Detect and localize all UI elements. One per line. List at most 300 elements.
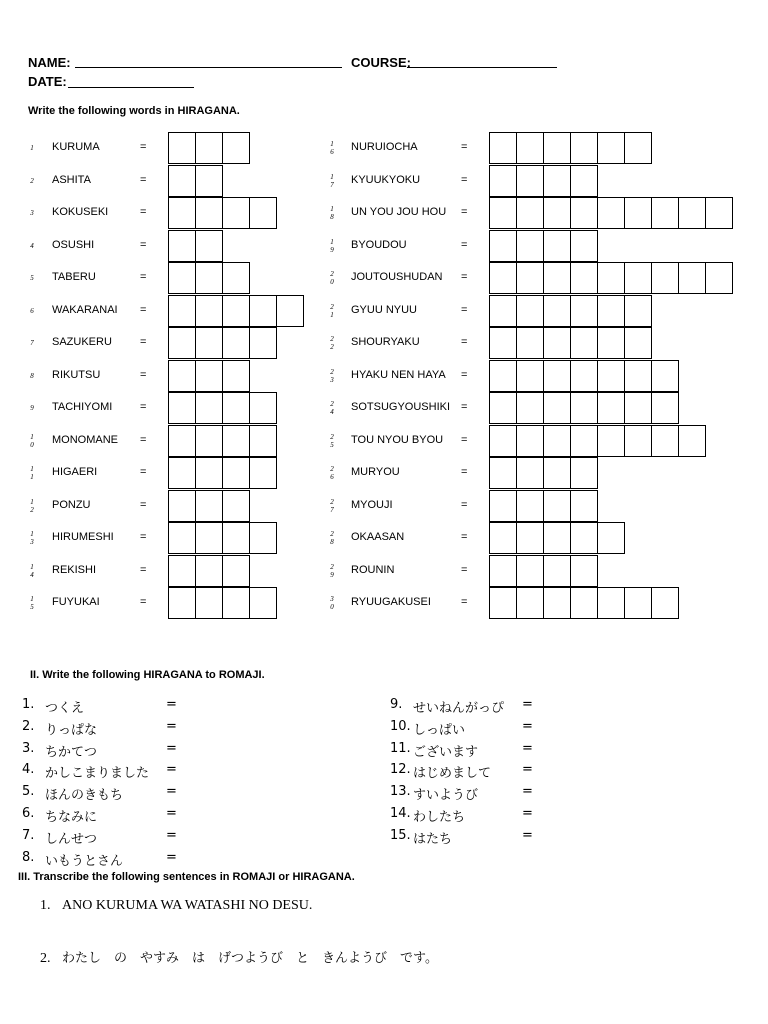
answer-box[interactable] [489, 425, 517, 457]
answer-box[interactable] [624, 392, 652, 424]
equals-sign: = [461, 401, 468, 413]
answer-box[interactable] [516, 197, 544, 229]
item-number-digit: 3 [30, 538, 34, 546]
answer-box[interactable] [516, 490, 544, 522]
item-number [28, 498, 36, 514]
item-number-digit: 1 [30, 473, 34, 481]
answer-box[interactable] [624, 262, 652, 294]
hiragana-word: ちなみに [45, 810, 98, 825]
date-label: DATE: [28, 74, 67, 89]
item-number [28, 274, 36, 282]
equals-sign: = [166, 827, 177, 843]
answer-box[interactable] [222, 197, 250, 229]
equals-sign: = [140, 466, 147, 478]
section2-title: II. Write the following HIRAGANA to ROMAJI. [30, 669, 265, 681]
hiragana-word: りっぱな [45, 722, 98, 738]
answer-box[interactable] [195, 360, 223, 392]
answer-box[interactable] [249, 392, 277, 424]
item-number [328, 368, 336, 384]
romaji-word: SAZUKERU [52, 336, 112, 348]
answer-box[interactable] [570, 132, 598, 164]
answer-grid [168, 197, 277, 229]
item-number-digit: 1 [330, 310, 334, 319]
hiragana-word: はじめまして [413, 766, 492, 782]
item-number-digit: 7 [330, 180, 334, 189]
answer-grid [168, 327, 277, 359]
item-number [328, 563, 336, 579]
item-number [28, 404, 36, 412]
item-number: 7. [22, 827, 35, 843]
romaji-word: TOU NYOU BYOU [351, 433, 444, 446]
answer-box[interactable] [597, 327, 625, 359]
equals-sign: = [140, 238, 147, 251]
answer-box[interactable] [543, 425, 571, 457]
item-number: 5. [22, 784, 35, 800]
item-number-digit: 1 [330, 237, 334, 246]
answer-box[interactable] [597, 360, 625, 392]
item-number-digit: 2 [330, 432, 334, 441]
equals-sign: = [140, 206, 147, 218]
answer-box[interactable] [222, 262, 250, 294]
answer-box[interactable] [597, 587, 625, 619]
item-number [28, 372, 36, 380]
answer-box[interactable] [249, 197, 277, 229]
answer-grid [489, 425, 706, 457]
item-number-digit: 2 [330, 562, 334, 571]
answer-grid [168, 457, 277, 489]
answer-field[interactable] [538, 699, 638, 715]
answer-box[interactable] [651, 392, 679, 424]
item-number [328, 205, 336, 221]
answer-box[interactable] [597, 392, 625, 424]
answer-box[interactable] [249, 295, 277, 327]
equals-sign: = [166, 849, 177, 865]
answer-box[interactable] [195, 425, 223, 457]
answer-box[interactable] [222, 295, 250, 327]
answer-box[interactable] [570, 587, 598, 619]
answer-grid [489, 587, 679, 619]
item-number-digit: 1 [330, 140, 334, 148]
item-number [28, 563, 36, 579]
sentence-2 [40, 947, 438, 967]
answer-box[interactable] [168, 490, 196, 522]
answer-field[interactable] [182, 743, 282, 759]
answer-box[interactable] [570, 425, 598, 457]
answer-box[interactable] [489, 587, 517, 619]
answer-field[interactable] [538, 830, 638, 846]
answer-box[interactable] [543, 230, 571, 262]
romaji-word: KOKUSEKI [52, 206, 109, 218]
answer-grid [168, 555, 250, 587]
answer-field[interactable] [538, 764, 638, 780]
romaji-word: SHOURYAKU [351, 336, 420, 348]
answer-box[interactable] [597, 425, 625, 457]
item-number [28, 209, 36, 217]
romaji-word: ASHITA [52, 173, 91, 186]
item-number-digit: 0 [330, 278, 334, 286]
romaji-word: FUYUKAI [52, 596, 100, 608]
answer-box[interactable] [543, 392, 571, 424]
item-number-digit: 8 [30, 371, 34, 380]
answer-box[interactable] [570, 262, 598, 294]
answer-box[interactable] [516, 587, 544, 619]
answer-box[interactable] [222, 132, 250, 164]
answer-box[interactable] [651, 425, 679, 457]
equals-sign: = [461, 303, 468, 316]
romaji-word: RIKUTSU [52, 368, 101, 381]
item-number: 12. [390, 762, 411, 778]
answer-box[interactable] [249, 425, 277, 457]
answer-box[interactable] [222, 327, 250, 359]
equals-sign: = [166, 784, 177, 800]
name-label: NAME: [28, 55, 71, 70]
answer-box[interactable] [516, 392, 544, 424]
name-blank[interactable] [75, 67, 342, 68]
answer-box[interactable] [678, 425, 706, 457]
item-number-digit: 6 [330, 473, 334, 481]
answer-box[interactable] [597, 295, 625, 327]
answer-box[interactable] [624, 132, 652, 164]
sentence-text: わたし の やすみ は げつようび と きんようび です。 [62, 951, 438, 966]
equals-sign: = [461, 271, 468, 283]
answer-grid [168, 262, 250, 294]
item-number [328, 238, 336, 254]
item-number-digit: 9 [330, 245, 334, 254]
answer-box[interactable] [516, 522, 544, 554]
answer-box[interactable] [489, 230, 517, 262]
item-number [28, 339, 36, 347]
answer-box[interactable] [570, 392, 598, 424]
answer-box[interactable] [570, 360, 598, 392]
answer-field[interactable] [182, 852, 282, 868]
answer-box[interactable] [168, 360, 196, 392]
answer-box[interactable] [516, 457, 544, 489]
equals-sign: = [522, 784, 533, 800]
answer-box[interactable] [489, 457, 517, 489]
item-number-digit: 4 [330, 408, 334, 416]
romaji-word: JOUTOUSHUDAN [351, 271, 443, 283]
item-number [28, 595, 36, 611]
answer-box[interactable] [705, 262, 733, 294]
answer-box[interactable] [195, 457, 223, 489]
answer-box[interactable] [195, 587, 223, 619]
equals-sign: = [140, 596, 147, 608]
answer-box[interactable] [489, 360, 517, 392]
answer-box[interactable] [168, 522, 196, 554]
answer-box[interactable] [705, 197, 733, 229]
answer-box[interactable] [168, 555, 196, 587]
answer-box[interactable] [597, 132, 625, 164]
answer-box[interactable] [570, 327, 598, 359]
hiragana-word: かしこまりました [45, 766, 150, 782]
answer-field[interactable] [182, 786, 282, 802]
answer-box[interactable] [195, 230, 223, 262]
equals-sign: = [522, 806, 533, 821]
date-blank[interactable] [68, 87, 194, 88]
answer-box[interactable] [624, 425, 652, 457]
answer-box[interactable] [570, 295, 598, 327]
equals-sign: = [461, 238, 468, 251]
item-number-digit: 2 [330, 530, 334, 538]
item-number-digit: 1 [30, 497, 34, 506]
answer-grid [489, 392, 679, 424]
equals-sign: = [461, 433, 468, 446]
answer-box[interactable] [168, 165, 196, 197]
answer-box[interactable] [489, 555, 517, 587]
equals-sign: = [140, 563, 147, 576]
answer-box[interactable] [489, 165, 517, 197]
answer-box[interactable] [651, 360, 679, 392]
answer-field[interactable] [538, 721, 638, 737]
romaji-word: OKAASAN [351, 531, 405, 543]
item-number [28, 307, 36, 315]
answer-box[interactable] [678, 197, 706, 229]
equals-sign: = [522, 827, 533, 843]
answer-box[interactable] [489, 295, 517, 327]
answer-box[interactable] [489, 132, 517, 164]
answer-box[interactable] [624, 327, 652, 359]
answer-box[interactable] [249, 587, 277, 619]
answer-box[interactable] [249, 522, 277, 554]
answer-box[interactable] [168, 327, 196, 359]
answer-box[interactable] [195, 197, 223, 229]
answer-box[interactable] [597, 522, 625, 554]
answer-box[interactable] [543, 490, 571, 522]
answer-box[interactable] [168, 425, 196, 457]
item-number [328, 465, 336, 481]
answer-box[interactable] [276, 295, 304, 327]
answer-grid [168, 522, 277, 554]
answer-box[interactable] [168, 587, 196, 619]
answer-field[interactable] [538, 786, 638, 802]
answer-box[interactable] [516, 425, 544, 457]
answer-box[interactable] [651, 262, 679, 294]
romaji-word: REKISHI [52, 563, 97, 576]
answer-grid [489, 132, 652, 164]
answer-box[interactable] [168, 392, 196, 424]
answer-box[interactable] [222, 457, 250, 489]
answer-box[interactable] [489, 197, 517, 229]
answer-box[interactable] [516, 555, 544, 587]
answer-box[interactable] [195, 392, 223, 424]
answer-box[interactable] [597, 262, 625, 294]
answer-box[interactable] [516, 230, 544, 262]
answer-box[interactable] [570, 490, 598, 522]
answer-box[interactable] [624, 295, 652, 327]
item-number [328, 173, 336, 189]
answer-box[interactable] [516, 295, 544, 327]
equals-sign: = [522, 697, 533, 712]
answer-box[interactable] [222, 392, 250, 424]
section3-title: III. Transcribe the following sentences in ROMAJI or HIRAGANA. [18, 871, 355, 883]
answer-box[interactable] [222, 587, 250, 619]
item-number [28, 530, 36, 546]
equals-sign: = [522, 718, 533, 734]
item-number-digit: 5 [30, 274, 34, 282]
item-number-digit: 2 [330, 367, 334, 376]
answer-box[interactable] [222, 490, 250, 522]
course-blank[interactable] [407, 67, 557, 68]
item-number-digit: 0 [30, 440, 34, 449]
equals-sign: = [522, 762, 533, 778]
answer-box[interactable] [195, 132, 223, 164]
equals-sign: = [140, 303, 147, 316]
romaji-word: MYOUJI [351, 498, 393, 511]
answer-box[interactable] [516, 165, 544, 197]
item-number-digit: 1 [30, 144, 34, 152]
answer-box[interactable] [168, 262, 196, 294]
item-number [328, 433, 336, 449]
equals-sign: = [461, 141, 468, 153]
answer-box[interactable] [168, 457, 196, 489]
answer-field[interactable] [182, 721, 282, 737]
equals-sign: = [461, 466, 468, 478]
answer-box[interactable] [624, 360, 652, 392]
answer-box[interactable] [570, 230, 598, 262]
answer-grid [168, 425, 277, 457]
answer-box[interactable] [489, 522, 517, 554]
answer-box[interactable] [222, 555, 250, 587]
answer-box[interactable] [516, 132, 544, 164]
answer-box[interactable] [195, 490, 223, 522]
hiragana-word: つくえ [45, 701, 85, 716]
item-number-digit: 1 [30, 595, 34, 603]
item-number-digit: 1 [30, 465, 34, 473]
answer-field[interactable] [182, 830, 282, 846]
equals-sign: = [461, 173, 468, 186]
answer-box[interactable] [570, 197, 598, 229]
answer-box[interactable] [489, 490, 517, 522]
item-number-digit: 2 [330, 343, 334, 351]
answer-box[interactable] [543, 132, 571, 164]
answer-grid [168, 132, 250, 164]
romaji-word: TABERU [52, 271, 96, 283]
answer-box[interactable] [168, 197, 196, 229]
answer-grid [168, 360, 250, 392]
answer-box[interactable] [195, 555, 223, 587]
answer-box[interactable] [543, 295, 571, 327]
item-number [328, 140, 336, 156]
answer-box[interactable] [489, 327, 517, 359]
answer-box[interactable] [570, 522, 598, 554]
answer-box[interactable] [195, 262, 223, 294]
answer-box[interactable] [195, 327, 223, 359]
answer-box[interactable] [543, 555, 571, 587]
answer-box[interactable] [516, 360, 544, 392]
item-number-digit: 3 [330, 595, 334, 603]
answer-box[interactable] [222, 360, 250, 392]
answer-box[interactable] [222, 425, 250, 457]
answer-grid [489, 457, 598, 489]
answer-box[interactable] [249, 457, 277, 489]
item-number-digit: 2 [330, 302, 334, 311]
answer-grid [489, 165, 598, 197]
answer-grid [168, 587, 277, 619]
item-number: 6. [22, 806, 35, 821]
romaji-word: WAKARANAI [52, 303, 118, 316]
answer-box[interactable] [543, 165, 571, 197]
answer-box[interactable] [168, 295, 196, 327]
item-number: 14. [390, 806, 411, 821]
romaji-word: BYOUDOU [351, 238, 407, 251]
answer-box[interactable] [624, 587, 652, 619]
item-number: 13. [390, 784, 411, 800]
answer-box[interactable] [489, 392, 517, 424]
answer-box[interactable] [543, 327, 571, 359]
romaji-word: UN YOU JOU HOU [351, 206, 447, 218]
answer-box[interactable] [543, 587, 571, 619]
item-number-digit: 1 [330, 205, 334, 213]
answer-box[interactable] [543, 262, 571, 294]
answer-box[interactable] [195, 522, 223, 554]
equals-sign: = [461, 498, 468, 511]
answer-box[interactable] [195, 165, 223, 197]
romaji-word: MONOMANE [52, 433, 118, 446]
answer-box[interactable] [249, 327, 277, 359]
answer-field[interactable] [182, 764, 282, 780]
answer-box[interactable] [543, 197, 571, 229]
answer-box[interactable] [195, 295, 223, 327]
hiragana-word: ございます [413, 744, 479, 760]
equals-sign: = [140, 531, 147, 543]
romaji-word: TACHIYOMI [52, 401, 113, 413]
item-number-digit: 4 [30, 570, 34, 579]
item-number-digit: 9 [330, 570, 334, 579]
item-number: 1. [22, 697, 35, 712]
answer-grid [168, 295, 304, 327]
answer-field[interactable] [538, 808, 638, 824]
answer-box[interactable] [651, 587, 679, 619]
answer-box[interactable] [570, 457, 598, 489]
answer-box[interactable] [489, 262, 517, 294]
item-number-digit: 7 [30, 339, 34, 347]
equals-sign: = [461, 368, 468, 381]
item-number [328, 530, 336, 546]
answer-box[interactable] [222, 522, 250, 554]
equals-sign: = [166, 697, 177, 712]
answer-field[interactable] [538, 743, 638, 759]
answer-field[interactable] [182, 808, 282, 824]
equals-sign: = [461, 596, 468, 608]
item-number: 15. [390, 827, 411, 843]
equals-sign: = [140, 173, 147, 186]
answer-box[interactable] [168, 132, 196, 164]
item-number [28, 177, 36, 185]
answer-box[interactable] [651, 197, 679, 229]
answer-box[interactable] [168, 230, 196, 262]
answer-grid [168, 490, 250, 522]
item-number-digit: 2 [30, 176, 34, 185]
answer-box[interactable] [597, 197, 625, 229]
answer-box[interactable] [570, 555, 598, 587]
equals-sign: = [140, 336, 147, 348]
answer-grid [489, 522, 625, 554]
answer-box[interactable] [678, 262, 706, 294]
answer-box[interactable] [624, 197, 652, 229]
answer-grid [168, 392, 277, 424]
answer-box[interactable] [543, 457, 571, 489]
answer-field[interactable] [182, 699, 282, 715]
item-number: 9. [390, 697, 403, 712]
item-number [328, 303, 336, 319]
answer-box[interactable] [543, 360, 571, 392]
answer-box[interactable] [543, 522, 571, 554]
answer-box[interactable] [516, 327, 544, 359]
item-number [28, 433, 36, 449]
section1-title: Write the following words in HIRAGANA. [28, 105, 240, 117]
answer-box[interactable] [516, 262, 544, 294]
answer-box[interactable] [570, 165, 598, 197]
